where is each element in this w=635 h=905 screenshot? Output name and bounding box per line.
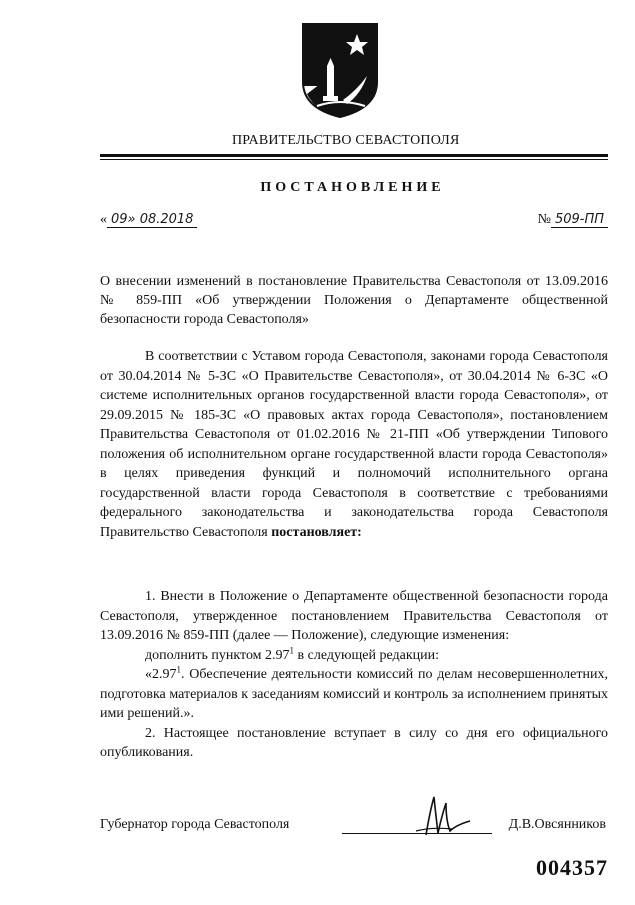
org-title: ПРАВИТЕЛЬСТВО СЕВАСТОПОЛЯ — [232, 133, 460, 148]
item-1-addition — [100, 646, 608, 666]
sevastopol-coat-of-arms-icon — [297, 20, 383, 120]
item-1-quote-text: . Обеспечение деятельности комиссий по делам несовершеннолетних, подготовка материалов к заседаниям комиссий и контроль за исполнением принятых ими решений.». — [100, 667, 608, 721]
number-prefix: № — [537, 212, 551, 227]
resolves-word: постановляет: — [271, 524, 362, 540]
serial-number: 004357 — [536, 855, 608, 880]
document-date — [100, 212, 197, 228]
item-1-addition-tail: в следующей редакции: — [294, 647, 439, 663]
operative-items — [100, 587, 608, 763]
document-subject: О внесении изменений в постановление Правительства Севастополя от 13.09.2016 № 859-ПП «Об утверждении Положения о Департаменте общественной безопасности города Севастополя» — [100, 274, 608, 327]
item-1-addition-text: дополнить пунктом 2.97 — [145, 647, 290, 663]
date-open-quote: « — [100, 212, 107, 227]
header-rule-thick — [100, 154, 608, 157]
preamble-text: В соответствии с Уставом города Севастополя, законами города Севастополя от 30.04.2014 № 5-ЗС «О Правительстве Севастополя», от 30.04.2014 № 6-ЗС «О системе исполнительных органов государственной власти города Севастополя», от 29.09.2015 № 185-ЗС «О правовых актах города Севастополя», постановлением Правительства Севастополя от 01.02.2016 № 21-ПП «Об утверждении Типового положения об исполнительном органе государственной власти города Севастополя» в целях приведения функций и полномочий исполнительного органа государственной власти города Севастополя в соответствие с требованиями федерального законодательства и законодательства города Севастополя Правительство Севастополя — [100, 349, 608, 540]
item-1: 1. Внести в Положение о Департаменте общественной безопасности города Севастополя, утвержденное постановлением Правительства Севастополя от 13.09.2016 № 859-ПП (далее — Положение), следующие изменения: — [100, 589, 608, 643]
item-1-addition-sup: 1 — [289, 644, 295, 655]
handwritten-signature-icon — [412, 791, 472, 841]
preamble-paragraph — [100, 347, 608, 542]
item-1-quote — [100, 665, 608, 724]
item-2: 2. Настоящее постановление вступает в силу со дня его официального опубликования. — [100, 725, 608, 760]
signatory-name: Д.В.Овсянников — [508, 817, 606, 832]
item-1-quote-sup: 1 — [176, 664, 181, 675]
document-type-title: ПОСТАНОВЛЕНИЕ — [260, 180, 445, 195]
date-handwritten: 09» 08.2018 — [107, 212, 197, 228]
header-rule-thin — [100, 159, 608, 160]
signatory-post: Губернатор города Севастополя — [100, 817, 290, 832]
number-handwritten: 509-ПП — [551, 212, 608, 228]
item-1-quote-number: «2.97 — [145, 667, 177, 682]
document-number — [538, 212, 608, 228]
